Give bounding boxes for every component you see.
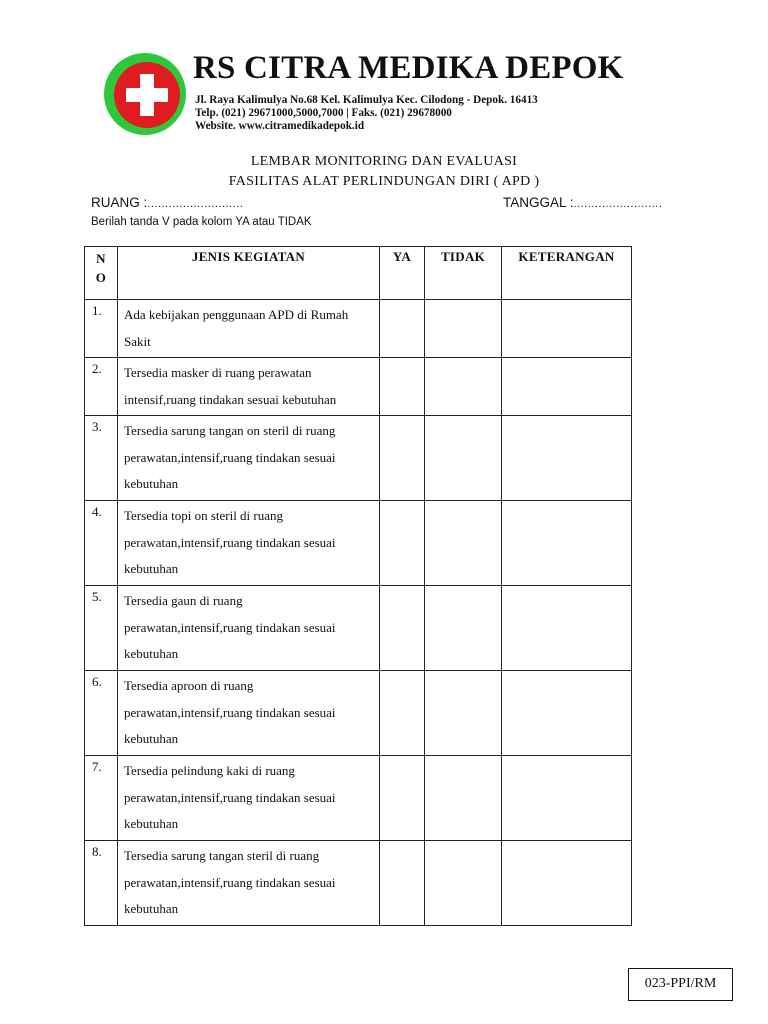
table-row [85,300,632,358]
ya-cell[interactable] [380,501,425,586]
form-code-badge: 023-PPI/RM [628,968,733,1001]
row-number: 5. [85,586,118,671]
tidak-cell[interactable] [425,358,502,416]
tidak-cell[interactable] [425,501,502,586]
hospital-website: Website. www.citramedikadepok.id [195,120,365,132]
keterangan-cell[interactable] [502,416,632,501]
ya-cell[interactable] [380,416,425,501]
ruang-label: RUANG : [91,195,148,210]
row-activity: Tersedia sarung tangan steril di ruang perawatan,intensif,ruang tindakan sesuai kebutuhan [118,841,380,926]
instruction-text: Berilah tanda V pada kolom YA atau TIDAK [91,216,312,228]
hospital-logo-icon [103,52,187,136]
tanggal-value: ......................... [573,198,663,210]
keterangan-cell[interactable] [502,671,632,756]
row-number: 7. [85,756,118,841]
keterangan-cell[interactable] [502,358,632,416]
row-activity: Tersedia gaun di ruang perawatan,intensif,ruang tindakan sesuai kebutuhan [118,586,380,671]
keterangan-cell[interactable] [502,756,632,841]
keterangan-cell[interactable] [502,501,632,586]
tidak-cell[interactable] [425,841,502,926]
table-row [85,841,632,926]
ya-cell[interactable] [380,586,425,671]
tanggal-label: TANGGAL : [503,195,574,210]
monitoring-table [84,246,632,926]
header-ya: YA [380,247,425,300]
keterangan-cell[interactable] [502,586,632,671]
row-number: 1. [85,300,118,358]
row-activity: Tersedia topi on steril di ruang perawatan,intensif,ruang tindakan sesuai kebutuhan [118,501,380,586]
ya-cell[interactable] [380,358,425,416]
table-row [85,416,632,501]
ya-cell[interactable] [380,300,425,358]
row-activity: Tersedia pelindung kaki di ruang perawatan,intensif,ruang tindakan sesuai kebutuhan [118,756,380,841]
row-number: 2. [85,358,118,416]
document-title-line1: LEMBAR MONITORING DAN EVALUASI [250,154,518,169]
table-row [85,501,632,586]
table-row [85,671,632,756]
header-no-line2: O [95,270,107,285]
header-no [85,247,118,300]
row-number: 6. [85,671,118,756]
tidak-cell[interactable] [425,671,502,756]
tanggal-field[interactable] [503,195,662,210]
keterangan-cell[interactable] [502,300,632,358]
row-number: 3. [85,416,118,501]
row-number: 8. [85,841,118,926]
ya-cell[interactable] [380,671,425,756]
row-activity: Ada kebijakan penggunaan APD di Rumah Sakit [118,300,380,358]
hospital-name: RS CITRA MEDIKA DEPOK [193,50,624,86]
table-row [85,358,632,416]
hospital-phone: Telp. (021) 29671000,5000,7000 | Faks. (021) 29678000 [195,107,452,119]
table-header-row [85,247,632,300]
keterangan-cell[interactable] [502,841,632,926]
ruang-value: ........................... [147,198,244,210]
row-activity: Tersedia sarung tangan on steril di ruang perawatan,intensif,ruang tindakan sesuai kebutuhan [118,416,380,501]
header-no-line1: N [96,251,106,266]
table-row [85,756,632,841]
row-activity: Tersedia masker di ruang perawatan intensif,ruang tindakan sesuai kebutuhan [118,358,380,416]
document-title-line2: FASILITAS ALAT PERLINDUNGAN DIRI ( APD ) [228,174,540,189]
header-tidak: TIDAK [425,247,502,300]
tidak-cell[interactable] [425,300,502,358]
tidak-cell[interactable] [425,756,502,841]
table-row [85,586,632,671]
ya-cell[interactable] [380,841,425,926]
row-number: 4. [85,501,118,586]
tidak-cell[interactable] [425,586,502,671]
header-jenis-kegiatan: JENIS KEGIATAN [118,247,380,300]
hospital-address: Jl. Raya Kalimulya No.68 Kel. Kalimulya Kec. Cilodong - Depok. 16413 [195,94,538,106]
header-keterangan: KETERANGAN [502,247,632,300]
ruang-field[interactable] [91,195,243,210]
row-activity: Tersedia aproon di ruang perawatan,intensif,ruang tindakan sesuai kebutuhan [118,671,380,756]
ya-cell[interactable] [380,756,425,841]
tidak-cell[interactable] [425,416,502,501]
